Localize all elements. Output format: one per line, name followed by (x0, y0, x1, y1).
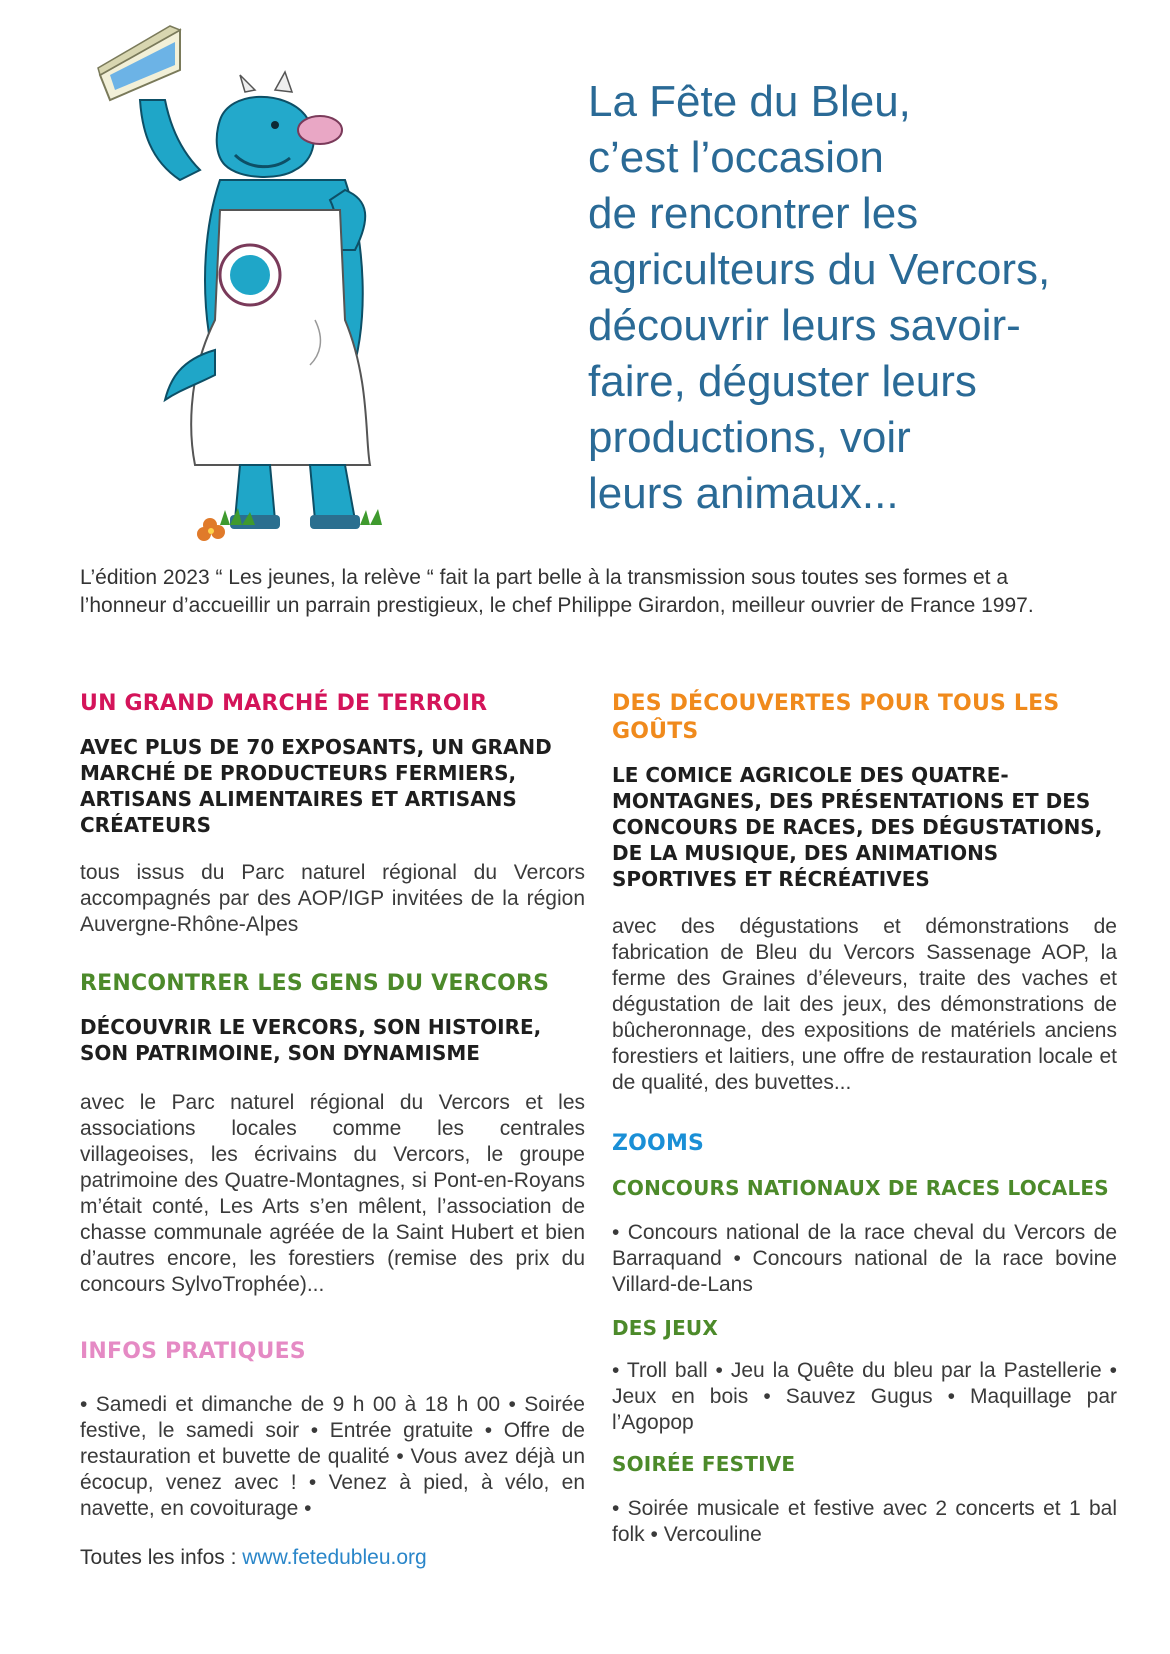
footer-label: Toutes les infos : (80, 1546, 243, 1569)
zoom-title: CONCOURS NATIONAUX DE RACES LOCALES (612, 1176, 1109, 1200)
headline-line: La Fête du Bleu, (588, 77, 911, 126)
section-title: INFOS PRATIQUES (80, 1339, 306, 1364)
section-body: tous issus du Parc naturel régional du Vercors accompagnés par des AOP/IGP invitées de la région Auvergne-Rhône-Alpes (80, 861, 585, 936)
section-title: RENCONTRER LES GENS DU VERCORS (80, 971, 550, 996)
intro-paragraph (80, 564, 1090, 620)
section-infos (80, 1338, 585, 1522)
left-column (80, 690, 585, 1522)
intro-line: l’honneur d’accueillir un parrain prestigieux, le chef Philippe Girardon, meilleur ouvrier de France 1997. (80, 594, 1034, 617)
headline-line: de rencontrer les (588, 189, 919, 238)
footer (80, 1546, 427, 1570)
zoom-body: • Troll ball • Jeu la Quête du bleu par la Pastellerie • Jeux en bois • Sauvez Gugus • Maquillage par l’Agopop (612, 1359, 1117, 1434)
intro-line: L’édition 2023 “ Les jeunes, la relève “ fait la part belle à la transmission sous toutes ses formes et a (80, 566, 1008, 589)
headline-line: productions, voir (588, 413, 911, 462)
section-marche (80, 690, 585, 938)
section-zooms (612, 1130, 1117, 1548)
section-body: • Samedi et dimanche de 9 h 00 à 18 h 00 • Soirée festive, le samedi soir • Entrée gratuite • Offre de restauration et buvette de qualité • Vous avez déjà un écocup, venez avec ! • Venez à pied, à vélo, en navette, en covoiturage • (80, 1393, 585, 1520)
zoom-body: • Soirée musicale et festive avec 2 concerts et 1 bal folk • Vercouline (612, 1497, 1117, 1546)
headline (588, 74, 1108, 522)
headline-line: c’est l’occasion (588, 133, 884, 182)
cheese-wedge-icon (98, 26, 180, 100)
section-subtitle: LE COMICE AGRICOLE DES QUATRE-MONTAGNES, DES PRÉSENTATIONS ET DES CONCOURS DE RACES, DES DÉGUSTATIONS, DE LA MUSIQUE, DES ANIMATIONS SPORTIVES ET RÉCRÉATIVES (612, 763, 1103, 891)
section-title: UN GRAND MARCHÉ DE TERROIR (80, 691, 488, 716)
mascot-illustration (70, 20, 490, 560)
section-body: avec des dégustations et démonstrations de fabrication de Bleu du Vercors Sassenage AOP, la ferme des Graines d’éleveurs, traite des vaches et dégustation de lait des jeux, des démonstrations de bûcheronnage, des expositions de matériels anciens forestiers et laitiers, une offre de restauration locale et de qualité, des buvettes... (612, 915, 1117, 1094)
headline-line: découvrir leurs savoir- (588, 301, 1021, 350)
cow-head (217, 72, 342, 177)
headline-line: leurs animaux... (588, 469, 899, 518)
section-body: avec le Parc naturel régional du Vercors et les associations locales comme les centrales villageoises, les écrivains du Vercors, le groupe patrimoine des Quatre-Montagnes, si Pont-en-Royans m’était conté, Les Arts s’en mêlent, l’association de chasse communale agréée de la Saint Hubert et bien d’autres encore, les forestiers (remise des prix du concours SylvoTrophée)... (80, 1091, 585, 1296)
website-link[interactable]: www.fetedubleu.org (242, 1546, 427, 1569)
zoom-title: SOIRÉE FESTIVE (612, 1452, 796, 1476)
section-title: ZOOMS (612, 1131, 705, 1156)
section-subtitle: AVEC PLUS DE 70 EXPOSANTS, UN GRAND MARCHÉ DE PRODUCTEURS FERMIERS, ARTISANS ALIMENTAIRES ET ARTISANS CRÉATEURS (80, 735, 552, 837)
right-column (612, 690, 1117, 1548)
flower-icon (197, 518, 225, 541)
zoom-body: • Concours national de la race cheval du Vercors de Barraquand • Concours national de la race bovine Villard-de-Lans (612, 1221, 1117, 1296)
section-rencontrer (80, 970, 585, 1298)
section-title: DES DÉCOUVERTES POUR TOUS LES GOÛTS (612, 691, 1060, 744)
headline-line: faire, déguster leurs (588, 357, 977, 406)
section-decouvertes (612, 690, 1117, 1096)
section-subtitle: DÉCOUVRIR LE VERCORS, SON HISTOIRE, SON PATRIMOINE, SON DYNAMISME (80, 1015, 542, 1065)
headline-line: agriculteurs du Vercors, (588, 245, 1051, 294)
zoom-title: DES JEUX (612, 1316, 718, 1340)
